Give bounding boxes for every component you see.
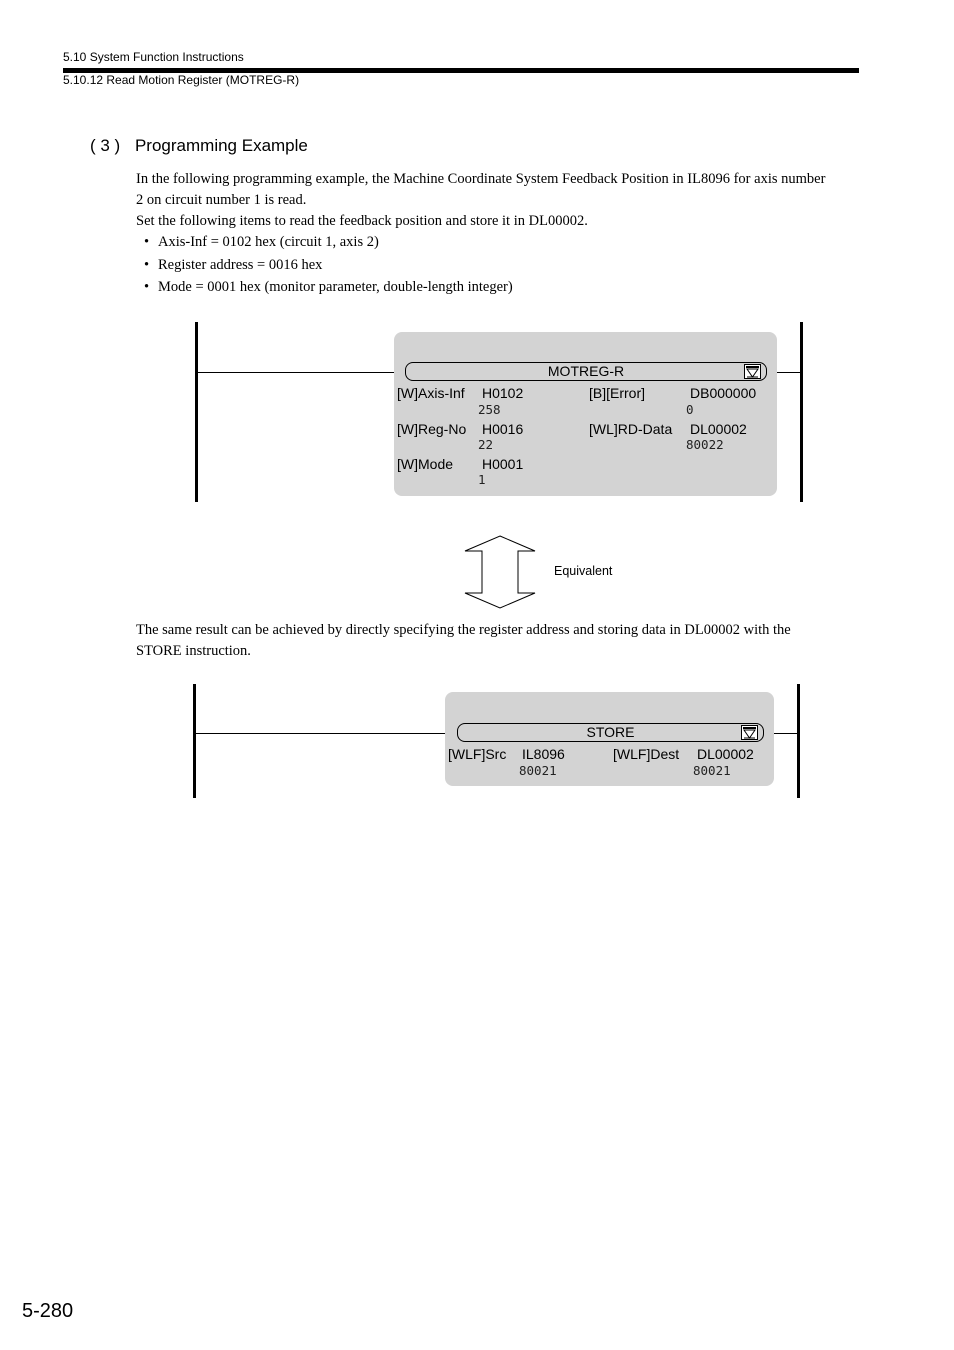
hourglass-icon: [741, 725, 758, 740]
bullet-item: • Axis-Inf = 0102 hex (circuit 1, axis 2): [144, 234, 379, 250]
error-label: [B][Error]: [589, 385, 646, 401]
store-title-bar: [457, 723, 764, 742]
mode-register: H0001: [482, 456, 524, 472]
intro-line-2: 2 on circuit number 1 is read.: [136, 192, 307, 208]
axis-inf-label: [W]Axis-Inf: [397, 385, 465, 401]
input-wire: [198, 372, 406, 373]
bullet-item: • Register address = 0016 hex: [144, 257, 323, 273]
page-number: 5-280: [22, 1300, 74, 1322]
motreg-title: MOTREG-R: [547, 363, 625, 379]
equivalent-label: Equivalent: [554, 564, 613, 578]
src-register: IL8096: [522, 746, 565, 762]
store-title: STORE: [586, 724, 635, 740]
store-instruction-block[interactable]: [445, 692, 774, 786]
left-power-rail: [193, 684, 196, 798]
dest-value: 80021: [693, 763, 731, 778]
src-value: 80021: [519, 763, 557, 778]
reg-no-register: H0016: [482, 421, 524, 437]
reg-no-label: [W]Reg-No: [397, 421, 467, 437]
section-number: ( 3 ): [90, 136, 121, 155]
mode-label: [W]Mode: [397, 456, 454, 472]
reg-no-value: 22: [478, 437, 494, 452]
running-header-section: 5.10 System Function Instructions: [63, 50, 244, 64]
error-value: 0: [686, 402, 694, 417]
intro-line-1: In the following programming example, the Machine Coordinate System Feedback Position in IL8096 for axis number: [136, 171, 826, 187]
right-power-rail: [797, 684, 800, 798]
hourglass-icon: [744, 364, 761, 379]
src-label: [WLF]Src: [448, 746, 507, 762]
rd-data-label: [WL]RD-Data: [589, 421, 673, 437]
running-header-subsection: 5.10.12 Read Motion Register (MOTREG-R): [63, 73, 300, 87]
section-heading: [90, 136, 308, 156]
input-wire: [196, 733, 458, 734]
motreg-title-bar: [405, 362, 767, 381]
rd-data-value: 80022: [686, 437, 724, 452]
dest-register: DL00002: [697, 746, 754, 762]
left-power-rail: [195, 322, 198, 502]
middle-line-1: The same result can be achieved by directly specifying the register address and storing data in DL00002 with the: [136, 622, 791, 638]
axis-inf-value: 258: [478, 402, 501, 417]
motreg-instruction-block[interactable]: [394, 332, 777, 496]
middle-line-2: STORE instruction.: [136, 643, 251, 659]
double-arrow-icon: [462, 534, 538, 610]
dest-label: [WLF]Dest: [613, 746, 680, 762]
mode-value: 1: [478, 472, 486, 487]
rd-data-register: DL00002: [690, 421, 747, 437]
intro-line-3: Set the following items to read the feedback position and store it in DL00002.: [136, 213, 588, 229]
bullet-item: • Mode = 0001 hex (monitor parameter, double-length integer): [144, 279, 513, 295]
section-title: Programming Example: [134, 136, 308, 155]
right-power-rail: [800, 322, 803, 502]
error-register: DB000000: [690, 385, 757, 401]
axis-inf-register: H0102: [482, 385, 524, 401]
